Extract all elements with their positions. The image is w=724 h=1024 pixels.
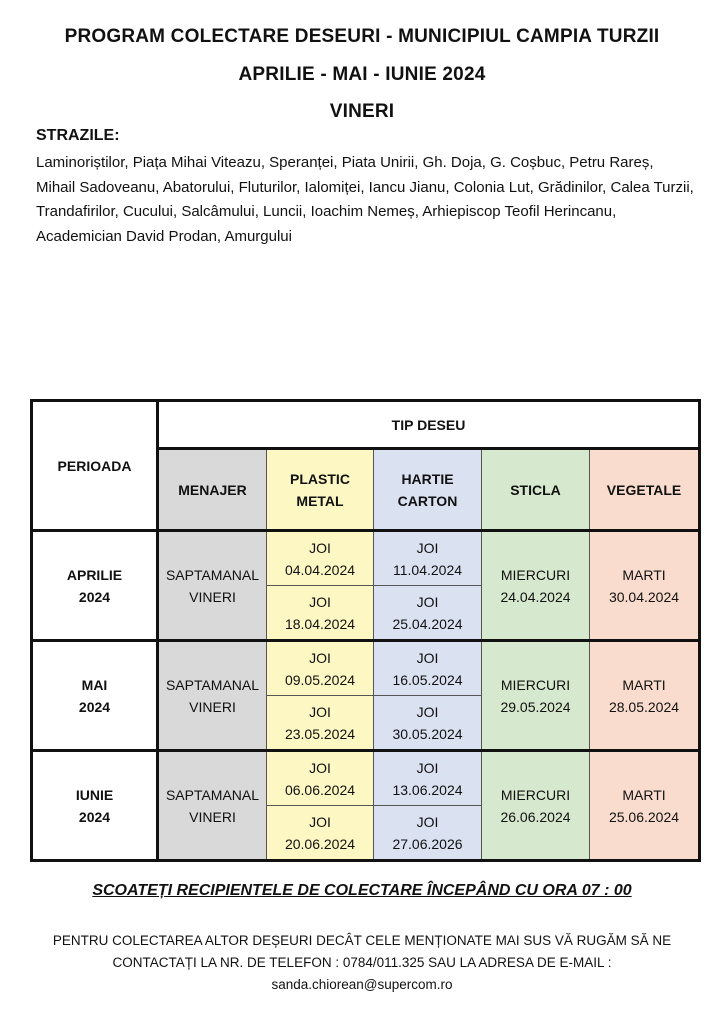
plastic-cell: JOI 23.05.2024 bbox=[267, 696, 374, 751]
table-row bbox=[32, 641, 700, 696]
column-sticla: STICLA bbox=[482, 449, 590, 531]
table-row bbox=[32, 751, 700, 806]
hartie-cell: JOI 25.04.2024 bbox=[374, 586, 482, 641]
plastic-cell: JOI 18.04.2024 bbox=[267, 586, 374, 641]
sticla-cell: MIERCURI 26.06.2024 bbox=[482, 751, 590, 861]
hartie-cell: JOI 13.06.2024 bbox=[374, 751, 482, 806]
document-period: APRILIE - MAI - IUNIE 2024 bbox=[238, 64, 486, 85]
menajer-cell: SAPTAMANAL VINERI bbox=[158, 641, 267, 751]
menajer-cell: SAPTAMANAL VINERI bbox=[158, 531, 267, 641]
table-row bbox=[32, 531, 700, 586]
period-cell: IUNIE 2024 bbox=[32, 751, 158, 861]
collection-time-note: SCOATEȚI RECIPIENTELE DE COLECTARE ÎNCEPÂND CU ORA 07 : 00 bbox=[92, 882, 632, 899]
menajer-cell: SAPTAMANAL VINERI bbox=[158, 751, 267, 861]
streets-list: Laminoriștilor, Piața Mihai Viteazu, Speranței, Piata Unirii, Gh. Doja, G. Coșbuc, Petru Rareș, Mihail Sadoveanu, Abatorului, Fluturilor, Ialomiței, Iancu Jianu, Colonia Lut, Grădinilor, Calea Turzii, Trandafirilor, Cucului, Salcâmului, Luncii, Ioachim Nemeș, Arhiepiscop Teofil Herincanu, Academician David Prodan, Amurgului bbox=[36, 154, 694, 245]
column-vegetale: VEGETALE bbox=[590, 449, 700, 531]
hartie-cell: JOI 16.05.2024 bbox=[374, 641, 482, 696]
vegetale-cell: MARTI 30.04.2024 bbox=[590, 531, 700, 641]
period-header: PERIOADA bbox=[32, 401, 158, 531]
schedule-table bbox=[30, 399, 701, 862]
sticla-cell: MIERCURI 29.05.2024 bbox=[482, 641, 590, 751]
vegetale-cell: MARTI 28.05.2024 bbox=[590, 641, 700, 751]
contact-email[interactable]: sanda.chiorean@supercom.ro bbox=[271, 977, 453, 992]
hartie-cell: JOI 11.04.2024 bbox=[374, 531, 482, 586]
contact-phone-line: CONTACTAȚI LA NR. DE TELEFON : 0784/011.325 SAU LA ADRESA DE E-MAIL : bbox=[112, 955, 612, 970]
plastic-cell: JOI 04.04.2024 bbox=[267, 531, 374, 586]
plastic-cell: JOI 06.06.2024 bbox=[267, 751, 374, 806]
vegetale-cell: MARTI 25.06.2024 bbox=[590, 751, 700, 861]
streets-label: STRAZILE: bbox=[36, 127, 120, 144]
sticla-cell: MIERCURI 24.04.2024 bbox=[482, 531, 590, 641]
document-day: VINERI bbox=[329, 101, 395, 122]
hartie-cell: JOI 30.05.2024 bbox=[374, 696, 482, 751]
plastic-cell: JOI 09.05.2024 bbox=[267, 641, 374, 696]
hartie-cell: JOI 27.06.2026 bbox=[374, 806, 482, 861]
contact-info bbox=[40, 930, 684, 996]
document-title: PROGRAM COLECTARE DESEURI - MUNICIPIUL CAMPIA TURZII bbox=[64, 26, 660, 47]
period-cell: MAI 2024 bbox=[32, 641, 158, 751]
column-plastic-metal: PLASTIC METAL bbox=[267, 449, 374, 531]
period-cell: APRILIE 2024 bbox=[32, 531, 158, 641]
column-menajer: MENAJER bbox=[158, 449, 267, 531]
contact-line: PENTRU COLECTAREA ALTOR DEȘEURI DECÂT CELE MENȚIONATE MAI SUS VĂ RUGĂM SĂ NE bbox=[52, 933, 672, 948]
column-hartie-carton: HARTIE CARTON bbox=[374, 449, 482, 531]
waste-type-header: TIP DESEU bbox=[158, 401, 700, 449]
plastic-cell: JOI 20.06.2024 bbox=[267, 806, 374, 861]
